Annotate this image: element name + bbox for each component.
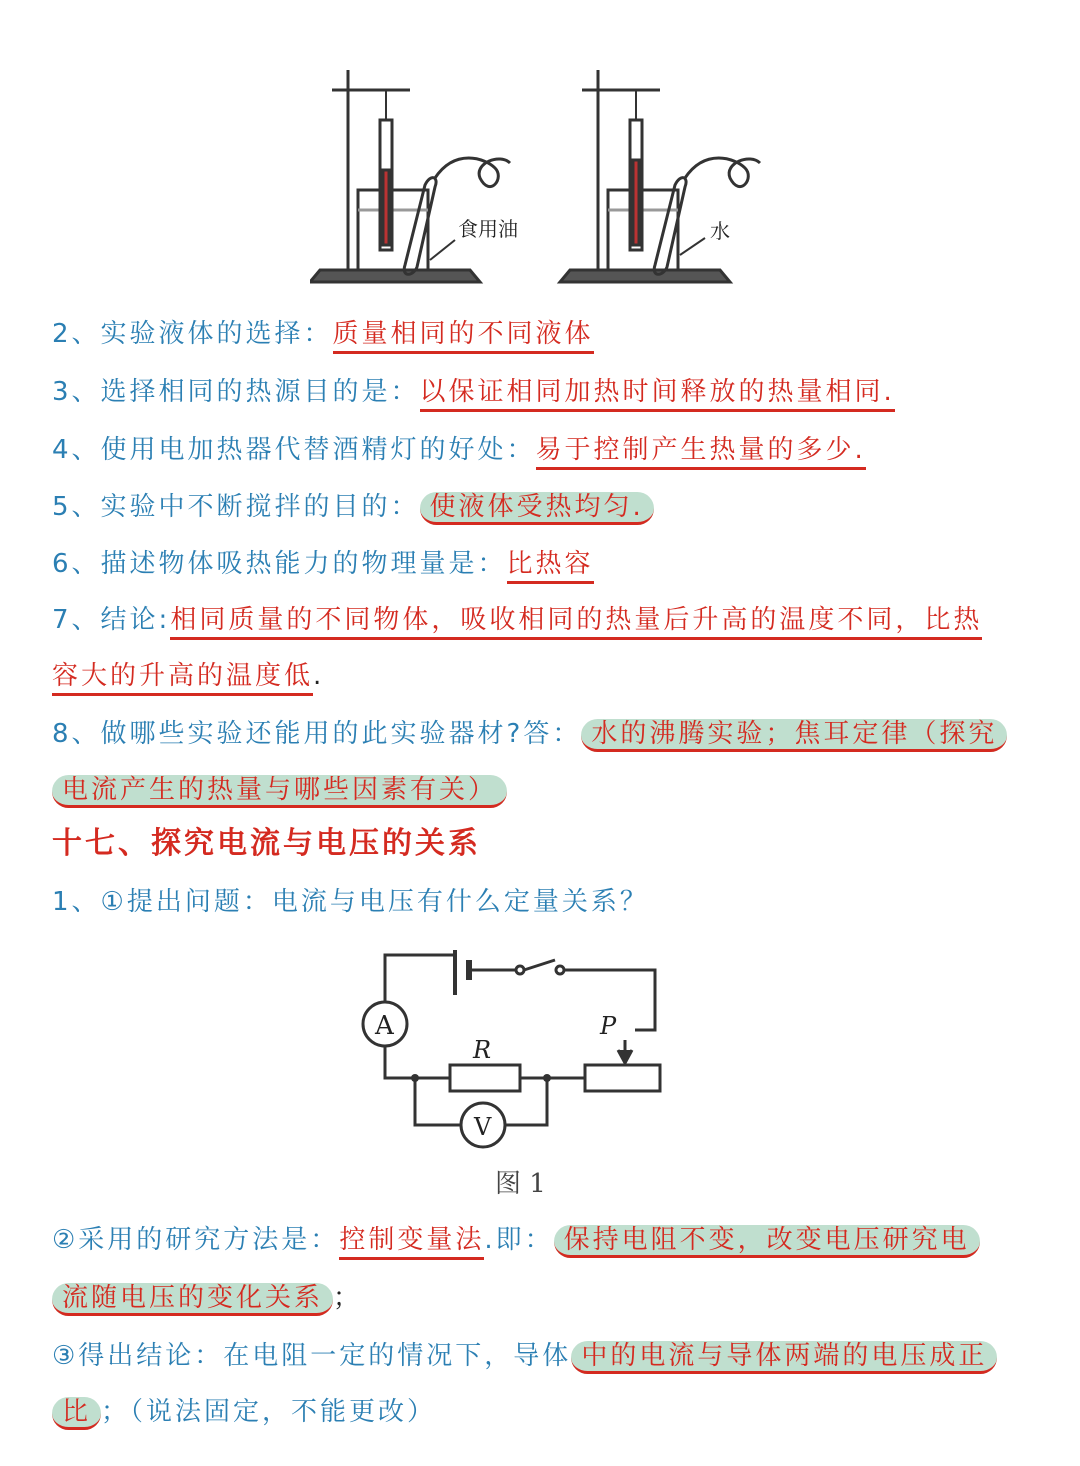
ammeter-label: A	[375, 1011, 394, 1041]
item-5-answer: 使液体受热均匀.	[420, 492, 654, 525]
item-2-answer: 质量相同的不同液体	[333, 319, 594, 354]
circuit-caption: 图 1	[495, 1169, 546, 1199]
item-3	[52, 372, 895, 412]
item-5-question: 5、实验中不断搅拌的目的：	[52, 492, 420, 522]
item-8-question: 8、做哪些实验还能用的此实验器材?答：	[52, 719, 582, 749]
item-3-answer: 以保证相同加热时间释放的热量相同.	[420, 377, 895, 412]
section-17-item-3	[52, 1336, 997, 1376]
heating-experiment-figure	[310, 60, 770, 305]
item-6-question: 6、描述物体吸热能力的物理量是：	[52, 549, 507, 579]
item-3-answer-line2-17: 比	[52, 1397, 101, 1430]
item-3-question: 3、选择相同的热源目的是：	[52, 377, 420, 407]
method-answer: 控制变量法	[339, 1225, 484, 1260]
resistor-label: R	[473, 1036, 492, 1064]
item-2-answer-line1-17: 保持电阻不变，改变电压研究电	[554, 1225, 980, 1258]
item-3-answer-line1-17: 中的电流与导体两端的电压成正	[571, 1341, 997, 1374]
item-3-question-17: ③得出结论：在电阻一定的情况下，导体	[52, 1341, 572, 1371]
item-6-answer: 比热容	[507, 549, 594, 584]
item-2-question-17: ②采用的研究方法是：	[52, 1225, 340, 1255]
item-7-question: 7、结论:	[52, 605, 171, 635]
water-label: 水	[710, 219, 730, 243]
item-7-cont	[52, 656, 324, 696]
item-4	[52, 430, 866, 470]
item-6	[52, 544, 594, 584]
item-2	[52, 314, 594, 354]
voltmeter-label: V	[474, 1113, 492, 1141]
item-2-answer-line2-17: 流随电压的变化关系	[52, 1283, 333, 1316]
item-7-answer-line2: 容大的升高的温度低	[52, 661, 313, 696]
item-8	[52, 714, 1007, 754]
section-17-item-2	[52, 1220, 980, 1260]
item-8-answer-line1: 水的沸腾实验；焦耳定律（探究	[581, 719, 1007, 752]
item-8-cont	[52, 770, 507, 810]
oil-label: 食用油	[458, 217, 518, 241]
item-7-answer-line1: 相同质量的不同物体，吸收相同的热量后升高的温度不同，比热	[170, 605, 982, 640]
item-8-answer-line2: 电流产生的热量与哪些因素有关）	[52, 775, 507, 808]
item-4-answer: 易于控制产生热量的多少.	[536, 435, 866, 470]
item-3-suffix: ；（说法固定，不能更改）	[101, 1397, 437, 1427]
section-17-item-1: 1、①提出问题：电流与电压有什么定量关系？	[52, 887, 649, 917]
item-2-middle: .即：	[484, 1225, 554, 1255]
item-7-suffix: .	[313, 661, 325, 691]
slider-label: P	[600, 1012, 617, 1040]
item-7	[52, 600, 982, 640]
item-5	[52, 487, 654, 527]
section-17-item-2-cont	[52, 1278, 362, 1318]
item-2-question: 2、实验液体的选择：	[52, 319, 333, 349]
circuit-diagram	[355, 950, 715, 1200]
item-2-suffix: ；	[333, 1283, 363, 1313]
section-17-item-3-cont	[52, 1392, 436, 1432]
item-4-question: 4、使用电加热器代替酒精灯的好处：	[52, 435, 536, 465]
section-17-title: 十七、探究电流与电压的关系	[52, 826, 481, 861]
